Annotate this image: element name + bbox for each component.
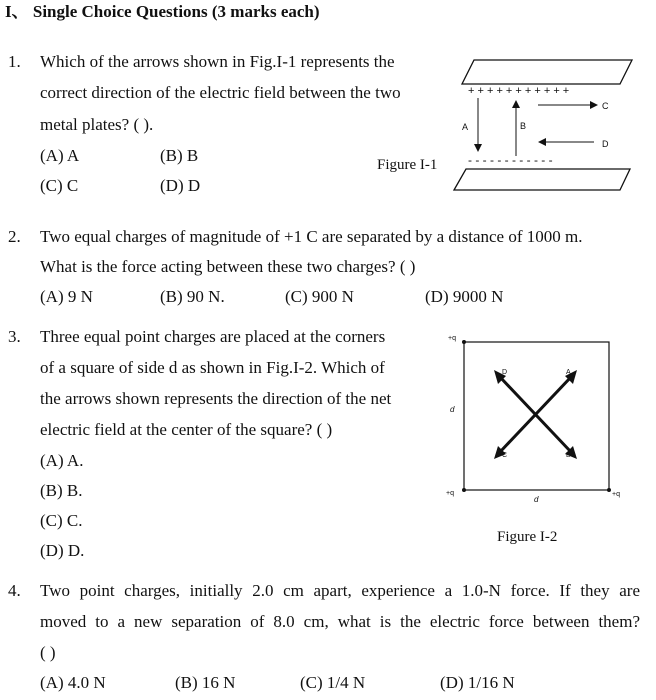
question-line: the arrows shown represents the direction of the net: [40, 389, 392, 408]
charge-label-bottom-right: +q: [612, 491, 620, 498]
question-line: of a square of side d as shown in Fig.I-2. Which of: [40, 358, 385, 377]
arrow-a-head: [474, 144, 482, 152]
figure-2: [442, 330, 632, 510]
arrow-d-label: D: [502, 369, 508, 376]
figure-caption: Figure I-1: [377, 157, 438, 173]
question-line: correct direction of the electric field between the two: [40, 83, 401, 102]
arrow-a-label: A: [462, 122, 469, 132]
side-label-left: d: [450, 405, 455, 414]
question-number: 4.: [8, 581, 21, 600]
charge-label-top-left: +q: [448, 335, 456, 342]
arrow-d-label: D: [602, 139, 609, 149]
option-c: (C) C: [40, 176, 79, 195]
section-title: Single Choice Questions: [32, 2, 208, 21]
arrow-b-label: B: [566, 452, 571, 459]
option-c: (C) 1/4 N: [300, 673, 366, 692]
option-a: (A) A.: [40, 451, 84, 470]
option-a: (A) 4.0 N: [40, 673, 106, 692]
question-line: Two point charges, initially 2.0 cm apart, experience a 1.0-N force. If they are: [40, 581, 640, 600]
section-marks: (3 marks each): [211, 2, 320, 21]
question-line: ( ): [40, 643, 56, 662]
option-d: (D) D: [160, 176, 201, 195]
option-c: (C) 900 N: [285, 287, 354, 306]
arrow-b-head: [512, 100, 520, 108]
option-b: (B) B: [160, 146, 199, 165]
option-d: (D) 9000 N: [425, 287, 504, 306]
figure-1: [450, 52, 640, 197]
question-number: 2.: [8, 227, 21, 246]
question-line: Which of the arrows shown in Fig.I-1 represents the: [40, 52, 395, 71]
option-b: (B) 90 N.: [160, 287, 225, 306]
question-line: electric field at the center of the square? ( ): [40, 420, 333, 439]
charge-top-left: [462, 340, 466, 344]
top-plate-charges: + + + + + + + + + + +: [468, 85, 570, 97]
figure-caption: Figure I-2: [497, 529, 558, 545]
question-line: metal plates? ( ).: [40, 115, 154, 134]
section-heading: [5, 2, 320, 22]
option-a: (A) 9 N: [40, 287, 93, 306]
question-line: What is the force acting between these two charges? ( ): [40, 257, 416, 276]
question-line: Three equal point charges are placed at the corners: [40, 327, 386, 346]
arrow-c-head: [590, 101, 598, 109]
top-plate: [462, 60, 632, 84]
question-number: 3.: [8, 327, 21, 346]
charge-bottom-left: [462, 488, 466, 492]
arrow-c-label: C: [502, 452, 508, 459]
arrow-b-label: B: [520, 121, 527, 131]
arrow-c-label: C: [602, 101, 609, 111]
arrow-a-label: A: [566, 369, 571, 376]
question-number: 1.: [8, 52, 21, 71]
bottom-plate-charges: - - - - - - - - - - - -: [468, 153, 553, 167]
option-a: (A) A: [40, 146, 80, 165]
section-number: I、: [5, 2, 29, 21]
option-d: (D) 1/16 N: [440, 673, 515, 692]
charge-label-bottom-left: +q: [446, 490, 454, 497]
charge-bottom-right: [607, 488, 611, 492]
side-label-bottom: d: [534, 495, 539, 504]
arrow-d-head: [538, 138, 546, 146]
bottom-plate: [454, 169, 630, 190]
option-c: (C) C.: [40, 511, 83, 530]
option-d: (D) D.: [40, 541, 85, 560]
question-line: moved to a new separation of 8.0 cm, what is the electric force between them?: [40, 612, 640, 631]
option-b: (B) 16 N: [175, 673, 236, 692]
question-line: Two equal charges of magnitude of +1 C are separated by a distance of 1000 m.: [40, 227, 583, 246]
option-b: (B) B.: [40, 481, 83, 500]
